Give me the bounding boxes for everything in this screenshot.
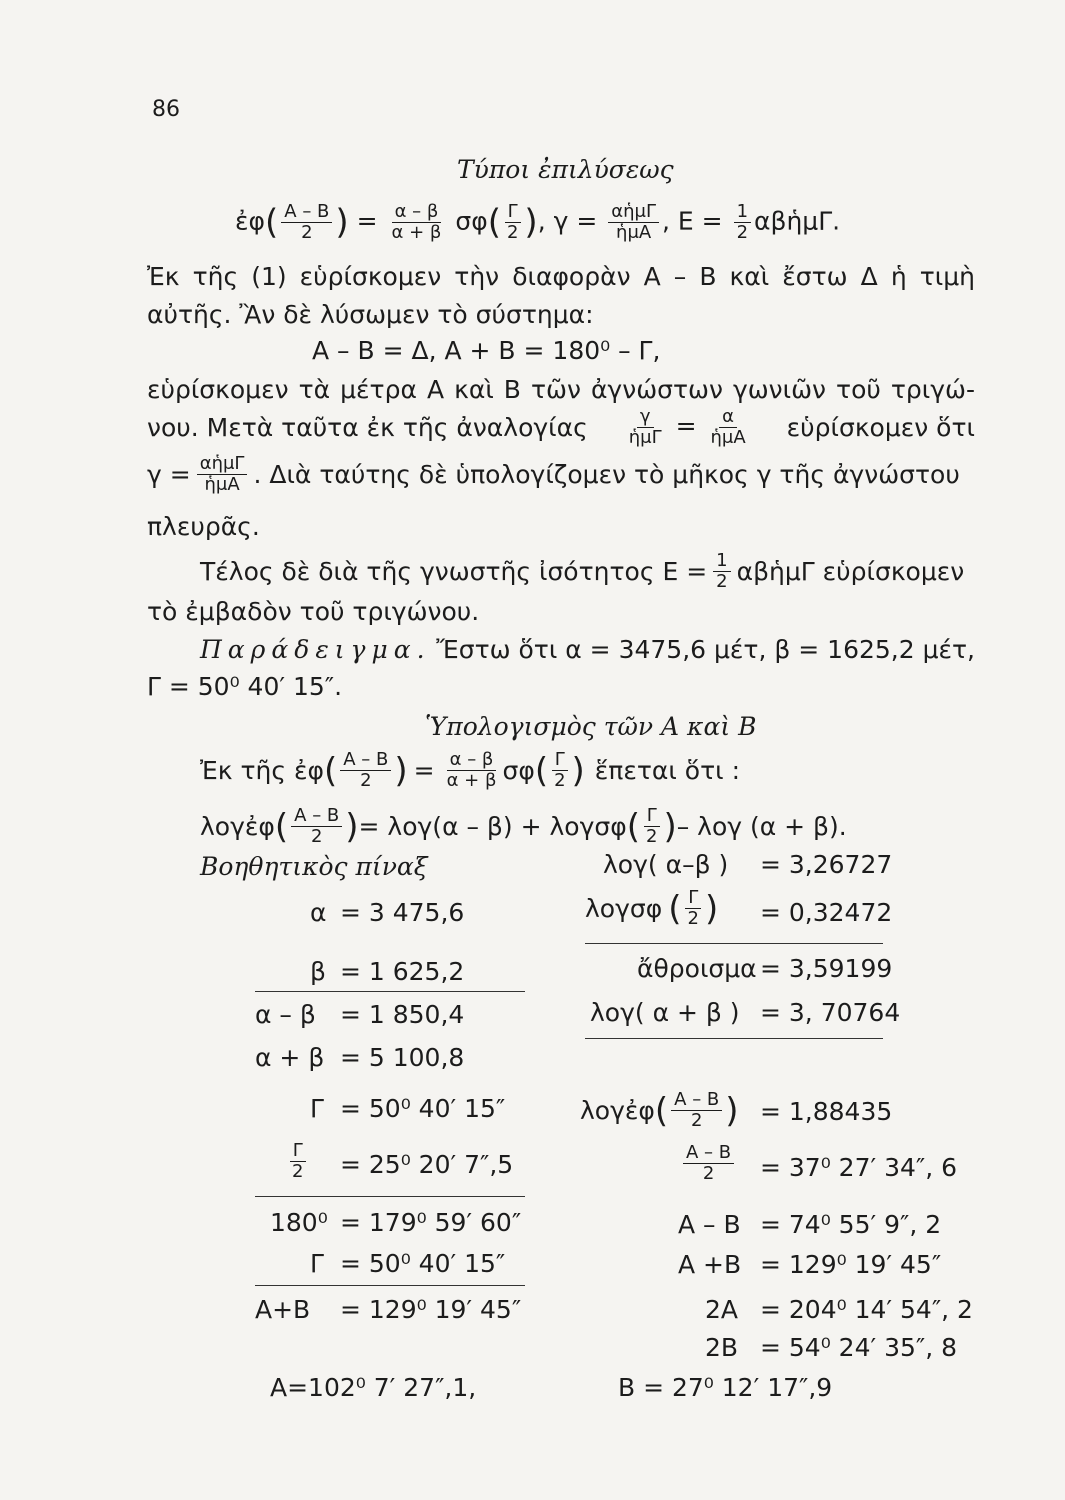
frac-num: γ [637,407,654,428]
logef-label: λογἐφ ( $\frac{A - B}{2}$ ) [580,1089,739,1131]
frac-den: 2 [716,571,728,592]
frac-a-minus-b-over-2 [683,1143,734,1184]
frac-num: αἡμΓ [197,454,248,475]
twoB-label: 2Β [705,1333,739,1362]
calc-line2-text-c: – λογ (α + β). [676,811,847,841]
twoB-value: = 54⁰ 24′ 35″, 8 [760,1333,958,1362]
frac-alpha-beta [389,202,445,243]
c180-value: = 179⁰ 59′ 60″ [340,1208,522,1237]
alpha-value: = 3 475,6 [340,898,465,927]
gamma2-value: = 50⁰ 40′ 15″ [340,1249,506,1278]
alpha-plus-beta-label: α + β [255,1043,325,1072]
calc-line1: Ἐκ τῆς ἐφ ( $\frac{A - B}{2}$ ) = $\frac{\alpha - \beta}{\alpha + \beta}$ σφ ( $\frac{\Gamma}{2}$ ) ἕπεται ὅτι : [200,749,740,791]
example-text: Ἔστω ὅτι α = 3475,6 μέτ, β = 1625,2 μέτ, [436,635,975,664]
amb-half-label [680,1143,737,1184]
eq-sign: = [356,206,378,236]
alpha-minus-beta-value: = 1 850,4 [340,1000,465,1029]
frac-den: 2 [645,826,658,847]
frac-den: α + β [391,222,442,243]
sum-label: ἄθροισμα [637,954,757,983]
logef-text: λογἐφ [580,1095,655,1125]
para3-text-b: αβἡμΓ εὑρίσκομεν [736,556,965,586]
para1-line1: Ἐκ τῆς (1) εὑρίσκομεν τὴν διαφορὰν Α – Β καὶ ἔστω Δ ἡ τιμὴ [147,262,975,291]
para3-line1 [200,551,975,592]
frac-gamma-over-2 [504,202,521,243]
c180-label: 180⁰ [270,1208,328,1237]
frac-den: 2 [292,1161,304,1182]
ef-text: ἐφ [235,206,266,236]
formulas-heading: Τύποι ἐπιλύσεως [457,155,674,184]
para2-line4: πλευρᾶς. [147,512,260,541]
frac-den: 2 [506,222,519,243]
eq-sign: = [675,411,697,441]
amb-label: Α – Β [678,1210,741,1239]
gamma-half-value: = 25⁰ 20′ 7″,5 [340,1150,514,1179]
log-amb-value: = 3,26727 [760,850,893,879]
log-apb-label: λογ( α + β ) [590,998,740,1027]
gamma-value: = 50⁰ 40′ 15″ [340,1094,506,1123]
left-rule-2 [255,1196,525,1197]
sum-value: = 3,59199 [760,954,893,983]
frac-num: α – β [392,202,442,223]
calc-line2-text-b: = λογ(α – β) + λογσφ [358,811,627,841]
frac-num: Α – Β [281,202,332,223]
calc-line1-tail: ἕπεται ὅτι : [594,755,740,785]
frac-num: α – β [447,750,497,771]
a-plus-b-label: Α+Β [255,1295,311,1324]
frac-gamma-over-2 [643,806,660,847]
frac-a-minus-b-over-2 [291,806,342,847]
frac-den: 2 [310,826,323,847]
frac-den: 2 [687,908,699,929]
gamma-eq: γ = [553,206,598,236]
angle-A-result: Α=102⁰ 7′ 27″,1, [270,1373,477,1402]
amb-half-value: = 37⁰ 27′ 34″, 6 [760,1153,958,1182]
example-label: Παράδειγμα. [200,635,431,664]
frac-ahmg-hma-2 [197,454,248,495]
frac-num: Γ [552,750,568,771]
log-apb-value: = 3, 70764 [760,998,901,1027]
frac-ahmg-hma [608,202,659,243]
right-rule-2 [585,1038,883,1039]
aux-table-heading: Βοηθητικὸς πίναξ [200,852,428,881]
logef-value: = 1,88435 [760,1097,893,1126]
frac-gamma-hmg [626,407,665,448]
amb-value: = 74⁰ 55′ 9″, 2 [760,1210,942,1239]
beta-label: β [310,957,326,986]
calc-subheading: Ὑπολογισμὸς τῶν Α καὶ Β [425,712,757,741]
frac-gamma-over-2 [685,888,702,929]
frac-num: Α – Β [671,1090,722,1111]
frac-num: Α – Β [291,806,342,827]
frac-num: Α – Β [340,750,391,771]
gamma-half-label [286,1141,309,1182]
gamma-label: Γ [310,1094,324,1123]
frac-den: 2 [554,770,566,791]
para2-line3-text: . Διὰ ταύτης δὲ ὑπολογίζομεν τὸ μῆκος γ τῆς ἀγνώστου [253,459,960,489]
twoA-value: = 204⁰ 14′ 54″, 2 [760,1295,973,1324]
frac-num: Γ [644,806,660,827]
frac-den: ἡμΑ [204,474,240,495]
left-rule-1 [255,991,525,992]
sf-text: σφ [455,206,488,236]
frac-num: 1 [713,551,730,572]
frac-num: αἡμΓ [608,202,659,223]
logsf-text: λογσφ [585,893,663,923]
frac-den: 2 [690,1110,703,1131]
para2-line2 [147,407,975,448]
frac-a-minus-b-over-2 [281,202,332,243]
frac-gamma-over-2 [289,1141,306,1182]
frac-den: 2 [736,222,749,243]
system-equation: Α – Β = Δ, Α + Β = 180⁰ – Γ, [312,336,661,365]
para3-line2: τὸ ἐμβαδὸν τοῦ τριγώνου. [147,597,480,626]
log-amb-label: λογ( α–β ) [603,850,729,879]
E-eq: , Ε = [662,206,723,236]
frac-alpha-hma [708,407,749,448]
gamma2-label: Γ [310,1249,324,1278]
frac-den: 2 [360,770,372,791]
abhmg-text: αβἡμΓ. [754,206,841,236]
gamma-eq: γ = [147,459,191,489]
logsf-value: = 0,32472 [760,898,893,927]
para2-text-b: εὑρίσκομεν ὅτι [786,412,975,442]
beta-value: = 1 625,2 [340,957,465,986]
apb-value: = 129⁰ 19′ 45″ [760,1250,942,1279]
frac-num: 1 [734,202,751,223]
frac-num: α [719,407,737,428]
para3-text-a: Τέλος δὲ διὰ τῆς γνωστῆς ἰσότητος Ε = [200,556,708,586]
angle-B-result: Β = 27⁰ 12′ 17″,9 [618,1373,833,1402]
frac-den: ἡμΑ [710,427,746,448]
frac-num: Γ [505,202,521,223]
frac-one-half [734,202,751,243]
para1-line2: αὐτῆς. Ἂν δὲ λύσωμεν τὸ σύστημα: [147,300,594,329]
para2-text-a: νου. Μετὰ ταῦτα ἐκ τῆς ἀναλογίας [147,412,588,442]
frac-den: ἡμΑ [616,222,652,243]
page-number: 86 [152,97,180,122]
frac-alpha-beta [444,750,500,791]
formula-line: ἐφ( $\frac{A - B}{2}$ ) = $\frac{\alpha - \beta}{\alpha + \beta}$ σφ( $\frac{\Gamma}{2}$ ), γ = $\frac{\text{αἡμΓ}}{\text{ἡμΑ}}$ , Ε = $\frac{1}{2}$ αβἡμΓ. [235,201,841,243]
frac-den: 2 [301,222,313,243]
calc-line1-text: Ἐκ τῆς ἐφ [200,755,324,785]
example-line1 [200,635,975,665]
calc-line2-text-a: λογἐφ [200,811,275,841]
frac-den: α + β [446,770,497,791]
alpha-plus-beta-value: = 5 100,8 [340,1043,465,1072]
right-rule-1 [585,943,883,944]
sf-text: σφ [502,755,535,785]
alpha-minus-beta-label: α – β [255,1000,316,1029]
frac-den: 2 [702,1163,715,1184]
frac-den: ἡμΓ [628,427,662,448]
logsf-label: λογσφ ( $\frac{\Gamma}{2}$ ) [585,887,719,929]
frac-num: Γ [290,1141,306,1162]
frac-a-minus-b-over-2 [340,750,391,791]
twoA-label: 2Α [705,1295,739,1324]
para2-line3 [147,454,960,495]
frac-num: Γ [685,888,701,909]
eq-sign: = [413,755,435,785]
frac-num: Α – Β [683,1143,734,1164]
frac-one-half-2 [713,551,730,592]
frac-a-minus-b-over-2 [671,1090,722,1131]
a-plus-b-value: = 129⁰ 19′ 45″ [340,1295,522,1324]
para2-line1: εὑρίσκομεν τὰ μέτρα Α καὶ Β τῶν ἀγνώστων γωνιῶν τοῦ τριγώ- [147,375,975,404]
alpha-label: α [310,898,327,927]
left-rule-3 [255,1285,525,1286]
example-line2: Γ = 50⁰ 40′ 15″. [147,672,343,701]
apb-label: Α +Β [678,1250,742,1279]
calc-line2: λογἐφ ( $\frac{A - B}{2}$ ) = λογ(α – β) + λογσφ ( $\frac{\Gamma}{2}$ ) – λογ (α + β). [200,805,847,847]
frac-gamma-over-2 [551,750,568,791]
